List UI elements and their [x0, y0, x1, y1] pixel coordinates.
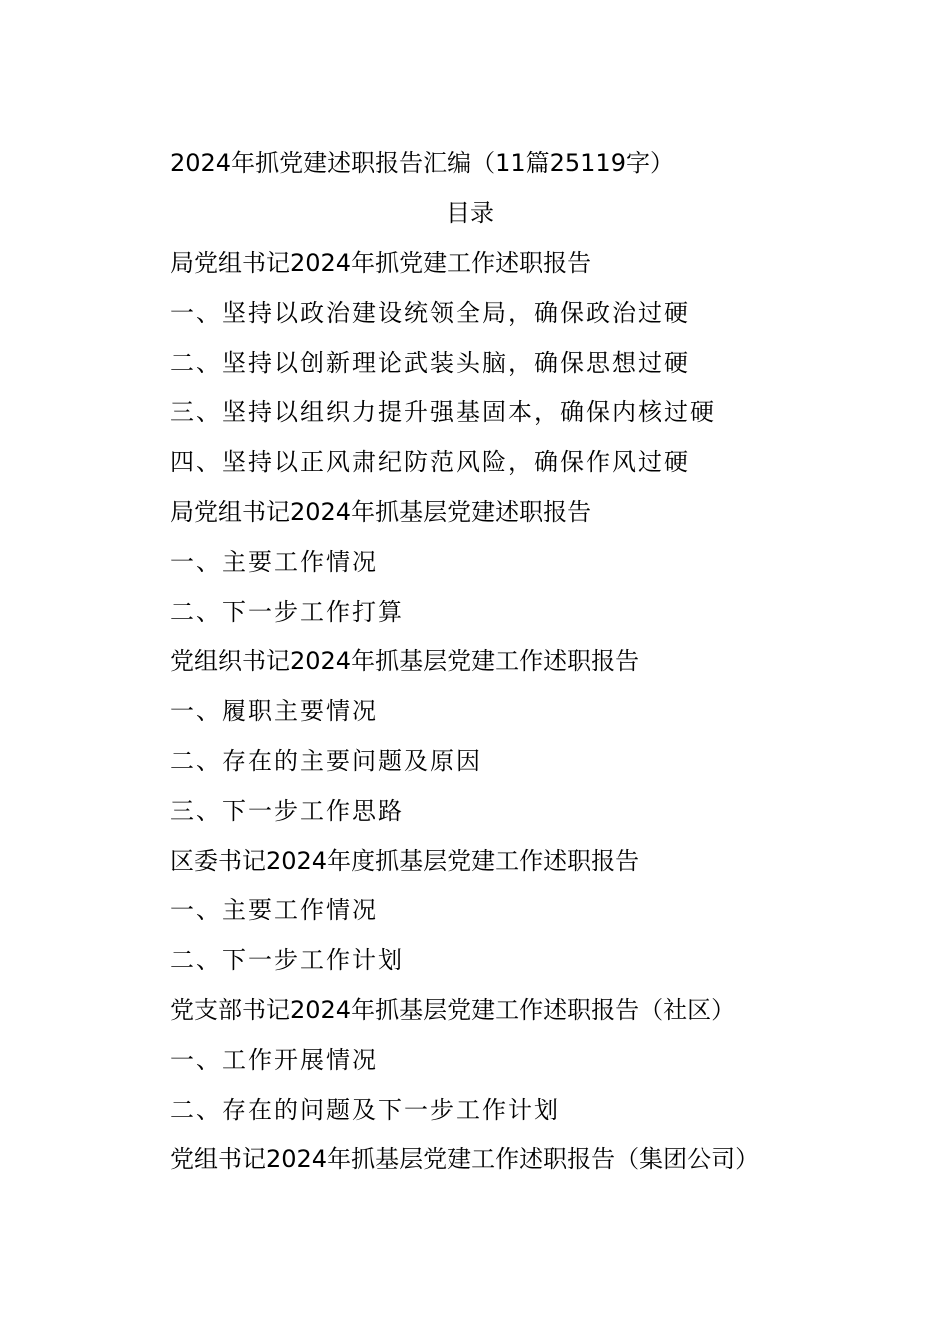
toc-report-title[interactable]: 党组织书记2024年抓基层党建工作述职报告 [170, 647, 640, 676]
toc-report-title[interactable]: 党支部书记2024年抓基层党建工作述职报告（社区） [170, 995, 736, 1024]
toc-report-title[interactable]: 局党组书记2024年抓党建工作述职报告 [170, 249, 592, 277]
toc-section[interactable]: 二、下一步工作打算 [170, 597, 404, 626]
toc-section[interactable]: 一、主要工作情况 [170, 547, 378, 576]
toc-section[interactable]: 一、履职主要情况 [170, 697, 378, 726]
toc-report-title[interactable]: 局党组书记2024年抓基层党建述职报告 [170, 497, 592, 526]
toc-section[interactable]: 二、下一步工作计划 [170, 946, 404, 975]
toc-section[interactable]: 一、工作开展情况 [170, 1045, 378, 1074]
toc-section[interactable]: 一、坚持以政治建设统领全局，确保政治过硬 [170, 298, 690, 327]
toc-heading: 目录 [446, 199, 494, 227]
toc-section[interactable]: 四、坚持以正风肃纪防范风险，确保作风过硬 [170, 448, 690, 477]
toc-report-title[interactable]: 区委书记2024年度抓基层党建工作述职报告 [170, 846, 640, 875]
toc-list [170, 245, 759, 1191]
toc-section[interactable]: 二、存在的问题及下一步工作计划 [170, 1095, 560, 1124]
toc-report-title[interactable]: 党组书记2024年抓基层党建工作述职报告（集团公司） [170, 1145, 760, 1174]
toc-section[interactable]: 二、坚持以创新理论武装头脑，确保思想过硬 [170, 348, 690, 377]
toc-section[interactable]: 三、下一步工作思路 [170, 796, 404, 825]
document-title: 2024年抓党建述职报告汇编（11篇25119字） [170, 149, 674, 177]
toc-section[interactable]: 二、存在的主要问题及原因 [170, 746, 482, 775]
toc-section[interactable]: 一、主要工作情况 [170, 896, 378, 925]
toc-section[interactable]: 三、坚持以组织力提升强基固本，确保内核过硬 [170, 398, 716, 427]
